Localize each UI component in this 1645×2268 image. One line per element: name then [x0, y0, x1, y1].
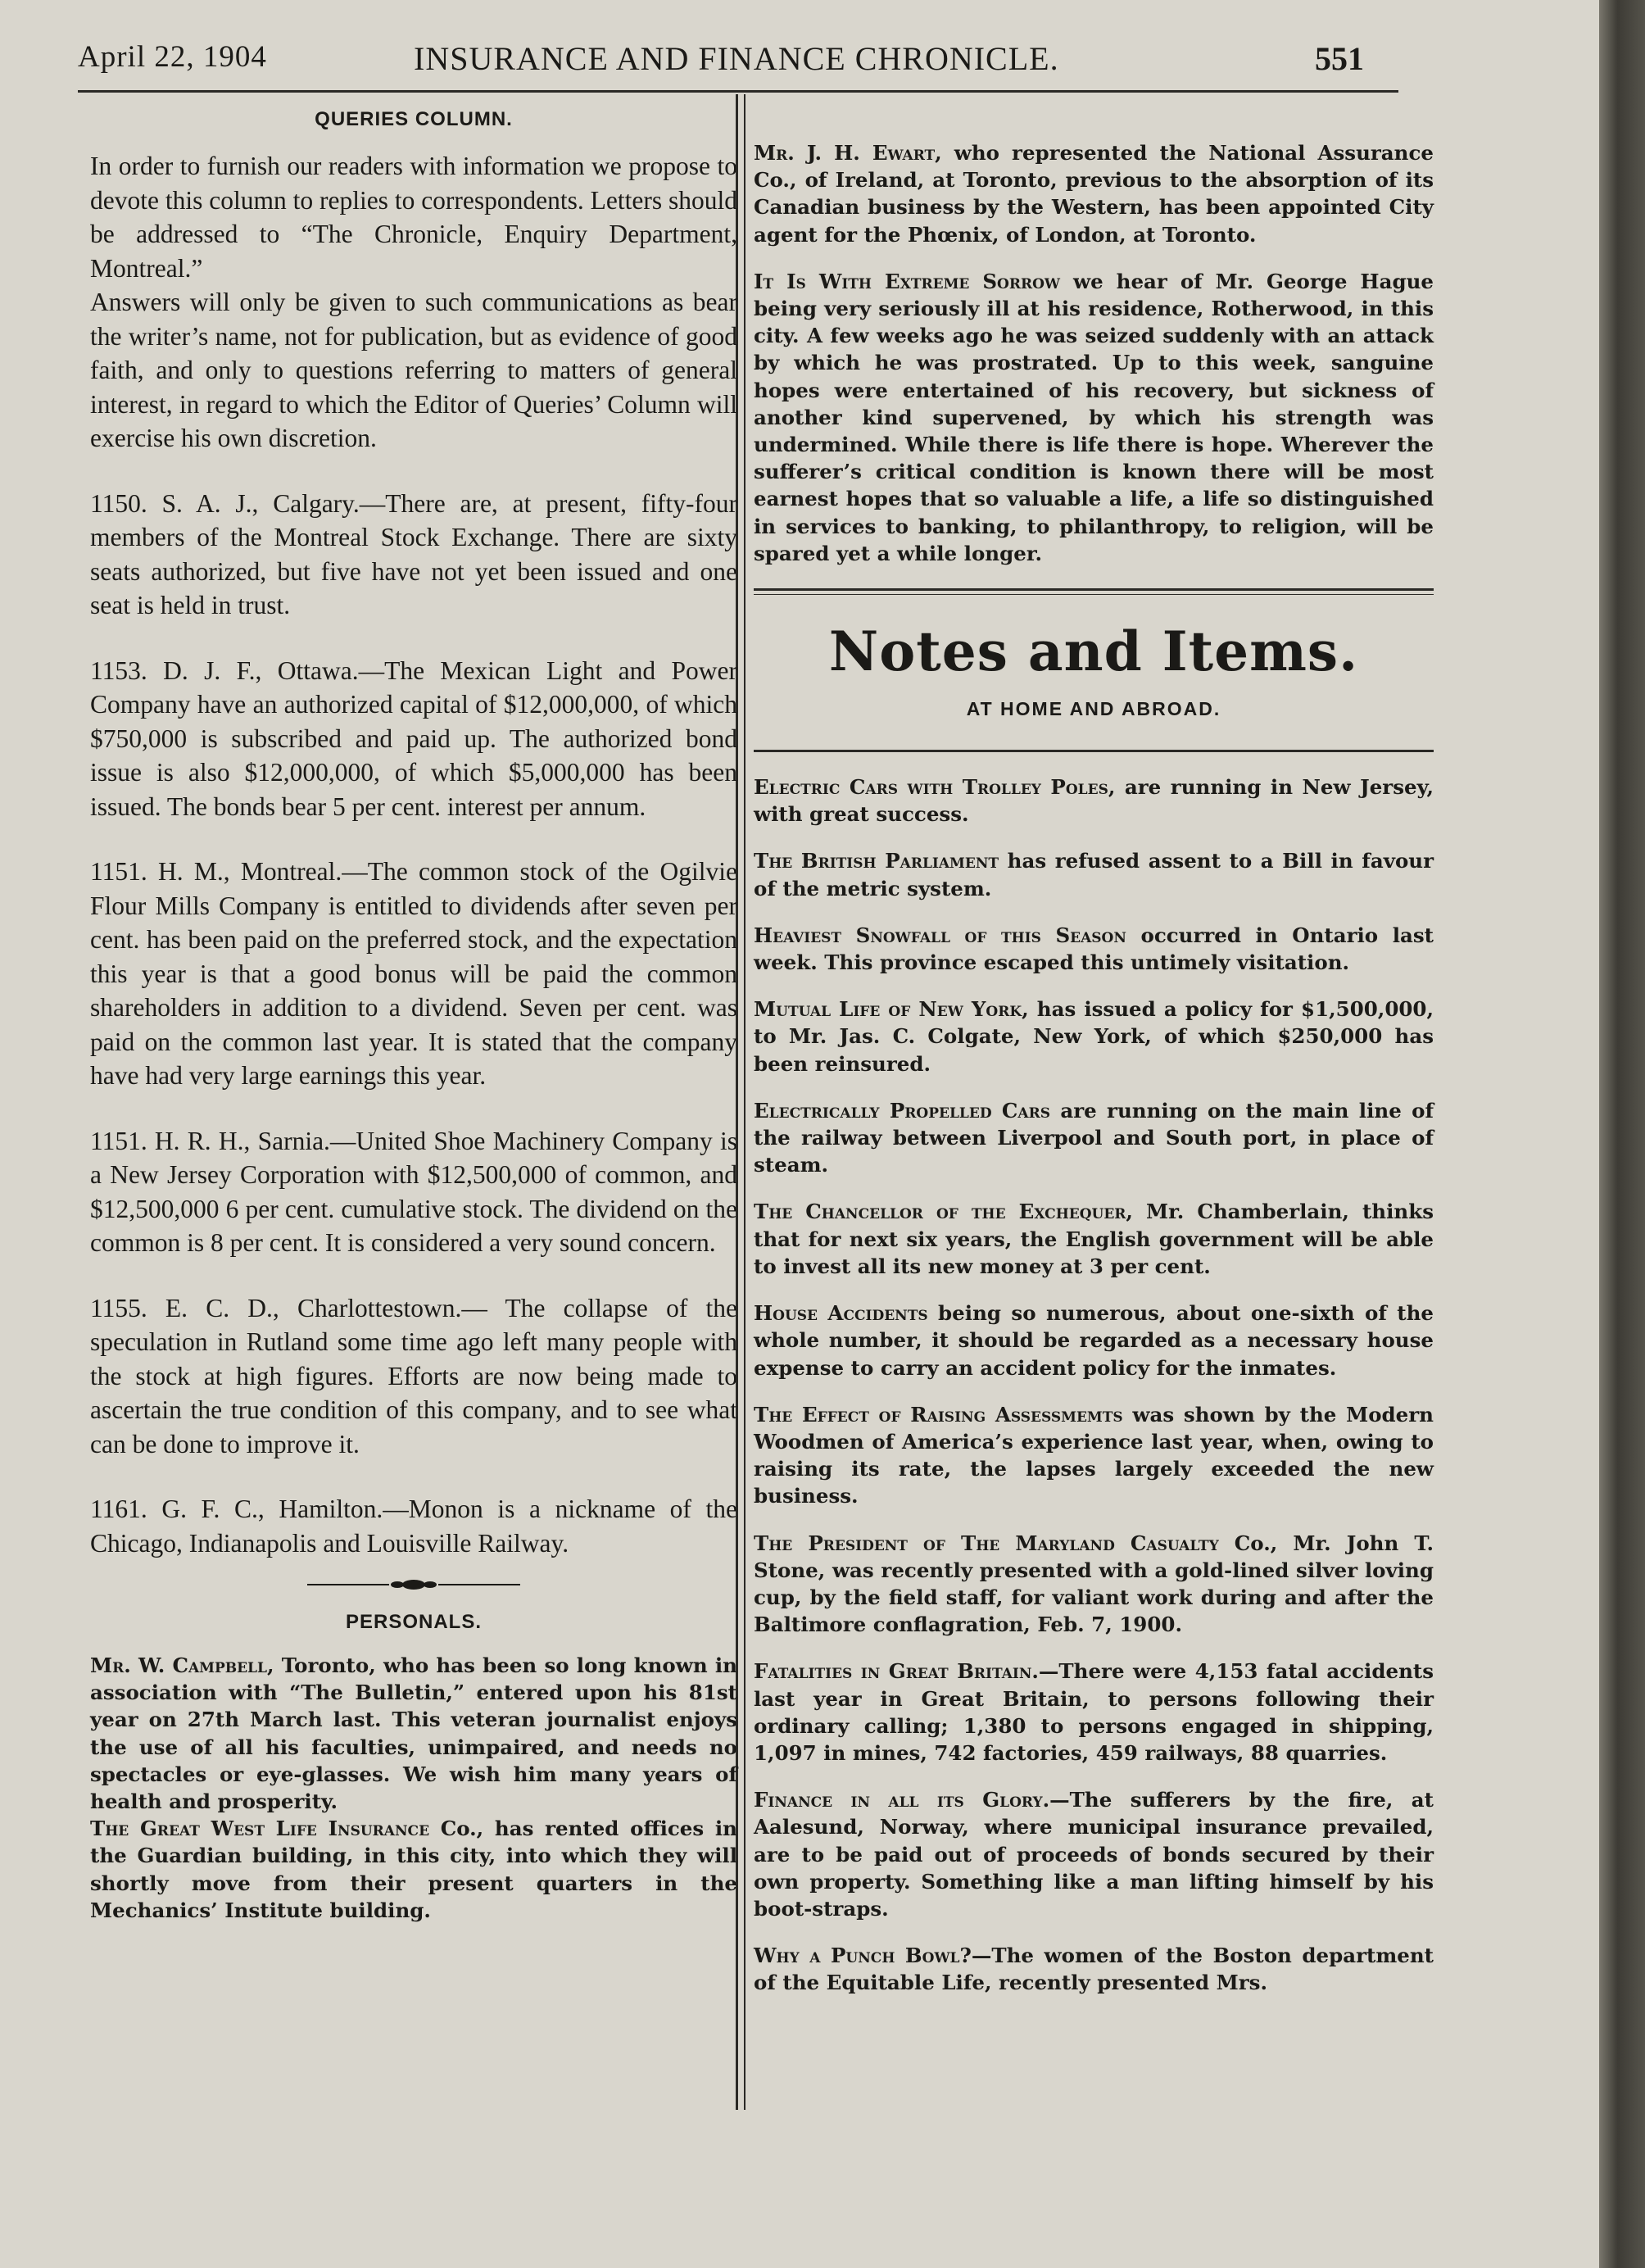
- note-text: —There were 4,153 fatal accidents last year in Great Britain, to persons following their ordinary calling; 1,380 to persons engaged in shipping, 1,097 in mines, 742 factories, 459 railways, 88 quarries.: [754, 1659, 1434, 1765]
- note-item: [754, 1786, 1434, 1922]
- personal-item: [90, 1652, 737, 1815]
- page-header: [78, 39, 1389, 88]
- news-text: who represented the National Assurance Co., of Ireland, at Toronto, previous to the absorption of its Canadian business by the Western, has been appointed City agent for the Phœnix, of London, at Toronto.: [754, 141, 1434, 247]
- note-text: occurred in Ontario last week. This province escaped this untimely visitation.: [754, 923, 1434, 975]
- header-rule: [78, 90, 1398, 93]
- news-text: we hear of Mr. George Hague being very seriously ill at his residence, Rotherwood, in this city. A few weeks ago he was seized suddenly with an attack by which he was prostrated. Up to this week, sanguine hopes were entertained of his recovery, but sickness of another kind supervened, by which his strength was undermined. While there is life there is hope. Wherever the sufferer’s critical condition is known there will be most earnest hopes that so valuable a life, a life so distinguished in services to banking, to philanthropy, to religion, will be spared yet a while longer.: [754, 269, 1434, 565]
- publication-title: INSURANCE AND FINANCE CHRONICLE.: [414, 40, 1059, 77]
- note-lead: Heaviest Snowfall of this Season: [754, 923, 1126, 947]
- note-text: Mr. Chamberlain, thinks that for next six years, the English government will be able to invest all its new money at 3 per cent.: [754, 1200, 1434, 1278]
- queries-heading: QUERIES COLUMN.: [315, 108, 513, 130]
- note-lead: Electrically Propelled Cars: [754, 1098, 1050, 1123]
- section-rule: [754, 588, 1434, 595]
- note-item: [754, 1530, 1434, 1639]
- note-item: [754, 773, 1434, 828]
- personals-heading: PERSONALS.: [345, 1611, 483, 1633]
- notes-rule: [754, 750, 1434, 752]
- personal-text: Co., has rented offices in the Guardian building, in this city, into which they will shortly move from their present quarters in the Mechanics’ Institute building.: [90, 1817, 737, 1922]
- note-item: [754, 847, 1434, 901]
- note-text: —The sufferers by the fire, at Aalesund, Norway, where municipal insurance prevailed, are to be paid out of proceeds of bonds secured by their own property. Something like a man lifting himself by his boot-straps.: [754, 1788, 1434, 1921]
- ornament-divider-icon: [307, 1576, 520, 1593]
- note-lead: House Accidents: [754, 1301, 928, 1326]
- note-lead: Finance in all its Glory.: [754, 1788, 1050, 1812]
- query-item: 1151. H. R. H., Sarnia.—United Shoe Machinery Company is a New Jersey Corporation with $12,500,000 of common, and $12,500,000 6 per cent. cumulative stock. The dividend on the common is 8 per cent. It is considered a very sound concern.: [90, 1126, 737, 1257]
- query-item: 1161. G. F. C., Hamilton.—Monon is a nickname of the Chicago, Indianapolis and Louisville Railway.: [90, 1495, 737, 1558]
- note-lead: Electric Cars with Trolley Poles,: [754, 775, 1116, 800]
- note-lead: The Effect of Raising Assessmemts: [754, 1402, 1123, 1427]
- personal-text: Toronto, who has been so long known in association with “The Bulletin,” entered upon his 81st year on 27th March last. This veteran journalist enjoys the use of all his faculties, unimpaired, and needs no spectacles or eye-glasses. We wish him many years of health and prosperity.: [90, 1653, 737, 1814]
- note-item: [754, 1401, 1434, 1510]
- note-item: [754, 1097, 1434, 1179]
- personal-item: [90, 1815, 737, 1924]
- personals-body: [90, 1652, 737, 1924]
- query-item: 1151. H. M., Montreal.—The common stock of the Ogilvie Flour Mills Company is entitled to dividends after seven per cent. has been paid on the preferred stock, and the expectation this year is that a good bonus will be paid the common shareholders in addition to a dividend. Seven per cent. was paid on the common last year. It is stated that the company have had very large earnings this year.: [90, 857, 737, 1090]
- note-lead: Mutual Life of New York,: [754, 997, 1029, 1022]
- queries-intro: In order to furnish our readers with information we propose to devote this column to replies to correspondents. Letters should be addressed to “The Chronicle, Enquiry Department, Montreal.”: [90, 152, 737, 283]
- note-item: [754, 1198, 1434, 1280]
- news-item: [754, 139, 1434, 248]
- query-item: 1153. D. J. F., Ottawa.—The Mexican Light and Power Company have an authorized capital of $12,000,000, of which $750,000 is subscribed and paid up. The authorized bond issue is also $12,000,000, of which $5,000,000 has been issued. The bonds bear 5 per cent. interest per annum.: [90, 655, 737, 821]
- query-item: 1155. E. C. D., Charlottestown.— The collapse of the speculation in Rutland some time ago left many people with the stock at high figures. Efforts are now being made to ascertain the true condition of this company, and to see what can be done to improve it.: [90, 1293, 737, 1458]
- page-number: 551: [1315, 40, 1364, 77]
- news-lead: Mr. J. H. Ewart,: [754, 141, 942, 165]
- note-item: [754, 1658, 1434, 1767]
- column-divider-inner: [744, 94, 745, 2110]
- news-lead: It Is With Extreme Sorrow: [754, 269, 1060, 293]
- note-lead: Why a Punch Bowl?: [754, 1944, 972, 1968]
- query-item: 1150. S. A. J., Calgary.—There are, at present, fifty-four members of the Montreal Stock Exchange. There are sixty seats authorized, but five have not yet been issued and one seat is held in trust.: [90, 488, 737, 619]
- note-text: has issued a policy for $1,500,000, to Mr. Jas. C. Colgate, New York, of which $250,000 has been reinsured.: [754, 997, 1434, 1076]
- note-item: [754, 1300, 1434, 1381]
- right-top-body: [754, 139, 1434, 567]
- note-text: are running in New Jersey, with great success.: [754, 775, 1434, 827]
- note-lead: The President of The Maryland Casualty: [754, 1531, 1219, 1555]
- note-item: [754, 1942, 1434, 1996]
- note-text: —The women of the Boston department of the Equitable Life, recently presented Mrs.: [754, 1944, 1434, 1995]
- note-lead: The Chancellor of the Exchequer,: [754, 1200, 1133, 1224]
- notes-subtitle: AT HOME AND ABROAD.: [966, 698, 1221, 720]
- note-lead: The British Parliament: [754, 849, 999, 873]
- queries-body: [90, 149, 737, 1560]
- personal-lead: The Great West Life Insurance: [90, 1817, 430, 1841]
- note-text: has refused assent to a Bill in favour of the metric system.: [754, 849, 1434, 900]
- left-column: [90, 108, 737, 1924]
- news-item: [754, 268, 1434, 567]
- note-text: are running on the main line of the railway between Liverpool and South port, in place of steam.: [754, 1098, 1434, 1177]
- right-column: [754, 139, 1434, 1997]
- note-item: [754, 996, 1434, 1077]
- issue-date: April 22, 1904: [78, 40, 267, 74]
- notes-body: [754, 773, 1434, 1997]
- page-binding-edge: [1599, 0, 1645, 2268]
- note-text: being so numerous, about one-sixth of the whole number, it should be regarded as a necessary house expense to carry an accident policy for the inmates.: [754, 1301, 1434, 1380]
- personal-lead: Mr. W. Campbell,: [90, 1653, 274, 1677]
- note-item: [754, 922, 1434, 976]
- note-text: Co., Mr. John T. Stone, was recently presented with a gold-lined silver loving cup, by the field staff, for valiant work during and after the Baltimore conflagration, Feb. 7, 1900.: [754, 1531, 1434, 1637]
- notes-title: Notes and Items.: [828, 619, 1359, 684]
- note-text: was shown by the Modern Woodmen of America’s experience last year, when, owing to raising its rate, the lapses largely exceeded the new business.: [754, 1402, 1434, 1508]
- queries-intro-2: Answers will only be given to such communications as bear the writer’s name, not for publication, but as evidence of good faith, and only to questions referring to matters of general interest, in regard to which the Editor of Queries’ Column will exercise his own discretion.: [90, 288, 737, 452]
- note-lead: Fatalities in Great Britain.: [754, 1659, 1039, 1684]
